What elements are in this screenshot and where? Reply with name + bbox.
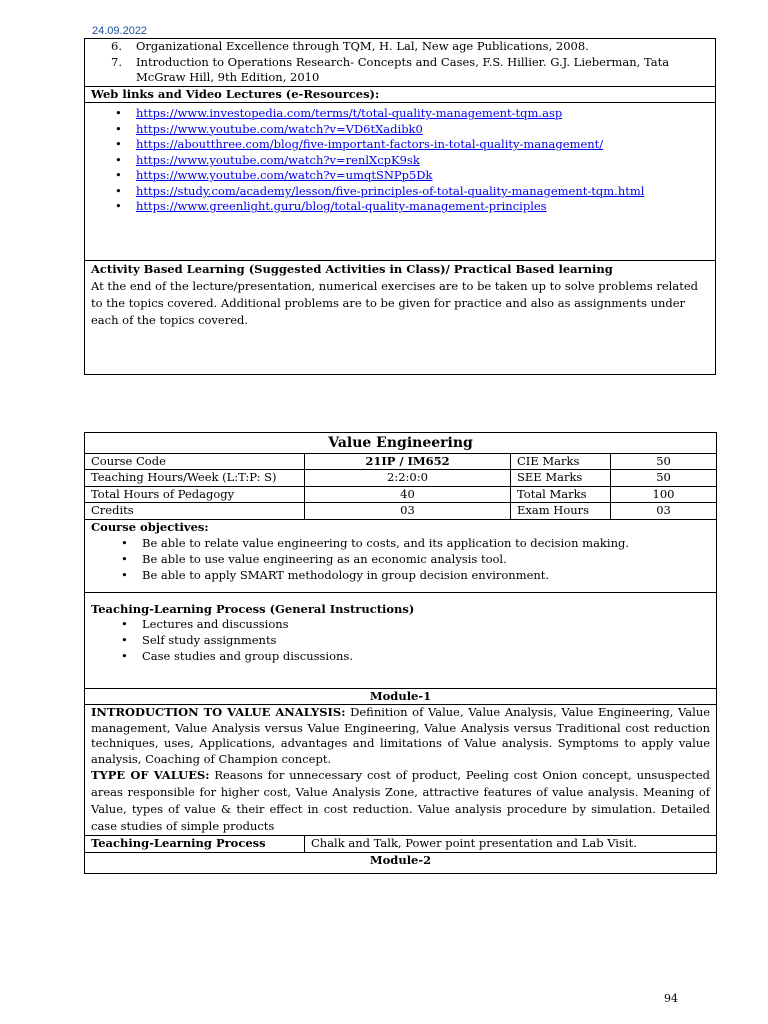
- web-link-item: [85, 168, 715, 184]
- web-link-item: [85, 199, 715, 215]
- module-1-topic-heading: INTRODUCTION TO VALUE ANALYSIS:: [91, 705, 346, 720]
- info-value: 50: [611, 470, 717, 487]
- bullet-icon: •: [121, 536, 128, 551]
- web-link-item: [85, 137, 715, 153]
- reference-item: [85, 55, 707, 86]
- bullet-icon: •: [115, 168, 122, 183]
- module-2-title: Module-2: [85, 852, 717, 873]
- objective-item: [91, 551, 710, 567]
- tlp-section: [85, 592, 717, 688]
- web-links-heading: Web links and Video Lectures (e-Resources):: [85, 86, 715, 103]
- info-label: Course Code: [85, 453, 305, 470]
- objectives-section: [85, 519, 717, 592]
- references-list: [85, 39, 715, 86]
- reference-item: [85, 39, 707, 55]
- course-info-row: [85, 453, 717, 470]
- objective-text: Be able to use value engineering as an economic analysis tool.: [142, 552, 507, 567]
- bullet-icon: •: [121, 617, 128, 632]
- bullet-icon: •: [121, 552, 128, 567]
- web-link[interactable]: https://www.investopedia.com/terms/t/total-quality-management-tqm.asp: [136, 106, 563, 121]
- course-info-row: [85, 486, 717, 503]
- module-1-content: [85, 705, 717, 836]
- module-1-paragraph: [91, 767, 710, 835]
- info-value: 2:2:0:0: [305, 470, 511, 487]
- reference-number: 7.: [111, 54, 122, 69]
- bullet-icon: •: [115, 121, 122, 136]
- web-links-section: [85, 102, 715, 260]
- course-title: Value Engineering: [85, 433, 717, 454]
- header-date: 24.09.2022: [92, 25, 148, 37]
- references-box: [84, 38, 716, 375]
- info-value: 40: [305, 486, 511, 503]
- reference-number: 6.: [111, 39, 122, 53]
- tlp-item-text: Self study assignments: [142, 632, 277, 647]
- tlp-list: [91, 617, 710, 664]
- reference-text: Organizational Excellence through TQM, H. Lal, New age Publications, 2008.: [136, 39, 589, 53]
- tlp-item-text: Case studies and group discussions.: [142, 648, 353, 663]
- course-info-row: [85, 470, 717, 487]
- tlp-heading: Teaching-Learning Process (General Instructions): [91, 601, 415, 616]
- tlp-item: [91, 617, 710, 633]
- bullet-icon: •: [121, 648, 128, 663]
- info-value: 03: [305, 503, 511, 520]
- module-1-tlp-label: Teaching-Learning Process: [85, 836, 305, 853]
- module-1-tlp-value: Chalk and Talk, Power point presentation and Lab Visit.: [305, 836, 717, 853]
- web-link-item: [85, 122, 715, 138]
- bullet-icon: •: [121, 632, 128, 647]
- web-link[interactable]: https://www.youtube.com/watch?v=umqtSNPp5Dk: [136, 168, 433, 183]
- activity-heading: Activity Based Learning (Suggested Activities in Class)/ Practical Based learning: [91, 262, 613, 277]
- module-1-topic-text: Reasons for unnecessary cost of product, Peeling cost Onion concept, unsuspected areas responsible for higher cost, Value Analysis Zone, attractive features of value analysis. Meaning of Value, types of value & their effect in cost reduction. Value analysis procedure by simulation. Detailed case studies of simple products: [91, 768, 711, 834]
- bullet-icon: •: [121, 568, 128, 583]
- objectives-heading: Course objectives:: [91, 519, 209, 534]
- module-1-topic-heading: TYPE OF VALUES:: [91, 768, 210, 783]
- web-link[interactable]: https://www.youtube.com/watch?v=VD6tXadibk0: [136, 121, 423, 136]
- info-label: Teaching Hours/Week (L:T:P: S): [85, 470, 305, 487]
- objectives-list: [91, 535, 710, 583]
- web-link[interactable]: https://www.greenlight.guru/blog/total-quality-management-principles: [136, 199, 547, 214]
- web-link-item: [85, 106, 715, 122]
- activity-text: At the end of the lecture/presentation, numerical exercises are to be taken up to solve problems related to the topics covered. Additional problems are to be given for practice and also as assignments under each of the topics covered.: [91, 279, 699, 328]
- info-value: 03: [611, 503, 717, 520]
- page-number: 94: [664, 992, 678, 1005]
- module-1-paragraph: [91, 705, 710, 767]
- module-1-topic-text: Definition of Value, Value Analysis, Value Engineering, Value management, Value Analysis versus Value Engineering, Value Analysis versus Traditional cost reduction techniques, uses, Applications, advantages and limitations of Value analysis. Symptoms to apply value analysis, Coaching of Champion concept.: [91, 705, 711, 766]
- module-1-tlp-row: [85, 836, 717, 853]
- reference-text: Introduction to Operations Research- Concepts and Cases, F.S. Hillier. G.J. Lieberman, Tata McGraw Hill, 9th Edition, 2010: [136, 54, 670, 85]
- web-link-item: [85, 153, 715, 169]
- info-label: CIE Marks: [511, 453, 611, 470]
- web-link[interactable]: https://study.com/academy/lesson/five-principles-of-total-quality-management-tqm.html: [136, 183, 645, 198]
- web-link-item: [85, 184, 715, 200]
- objective-item: [91, 535, 710, 551]
- info-value: 100: [611, 486, 717, 503]
- info-label: Total Marks: [511, 486, 611, 503]
- bullet-icon: •: [115, 199, 122, 214]
- web-link[interactable]: https://www.youtube.com/watch?v=renlXcpK9sk: [136, 152, 420, 167]
- info-label: Exam Hours: [511, 503, 611, 520]
- info-label: Credits: [85, 503, 305, 520]
- bullet-icon: •: [115, 152, 122, 167]
- tlp-item-text: Lectures and discussions: [142, 617, 289, 632]
- tlp-item: [91, 649, 710, 665]
- objective-item: [91, 567, 710, 583]
- web-links-list: [85, 106, 715, 215]
- bullet-icon: •: [115, 137, 122, 152]
- module-1-title: Module-1: [85, 688, 717, 705]
- info-label: SEE Marks: [511, 470, 611, 487]
- web-link[interactable]: https://aboutthree.com/blog/five-important-factors-in-total-quality-management/: [136, 137, 604, 152]
- info-label: Total Hours of Pedagogy: [85, 486, 305, 503]
- objective-text: Be able to relate value engineering to costs, and its application to decision making.: [142, 536, 629, 551]
- info-value: 50: [611, 453, 717, 470]
- bullet-icon: •: [115, 183, 122, 198]
- course-info-row: [85, 503, 717, 520]
- info-value: 21IP / IM652: [305, 453, 511, 470]
- bullet-icon: •: [115, 106, 122, 121]
- tlp-item: [91, 633, 710, 649]
- course-table: [84, 432, 717, 874]
- activity-section: [85, 260, 715, 374]
- objective-text: Be able to apply SMART methodology in group decision environment.: [142, 568, 550, 583]
